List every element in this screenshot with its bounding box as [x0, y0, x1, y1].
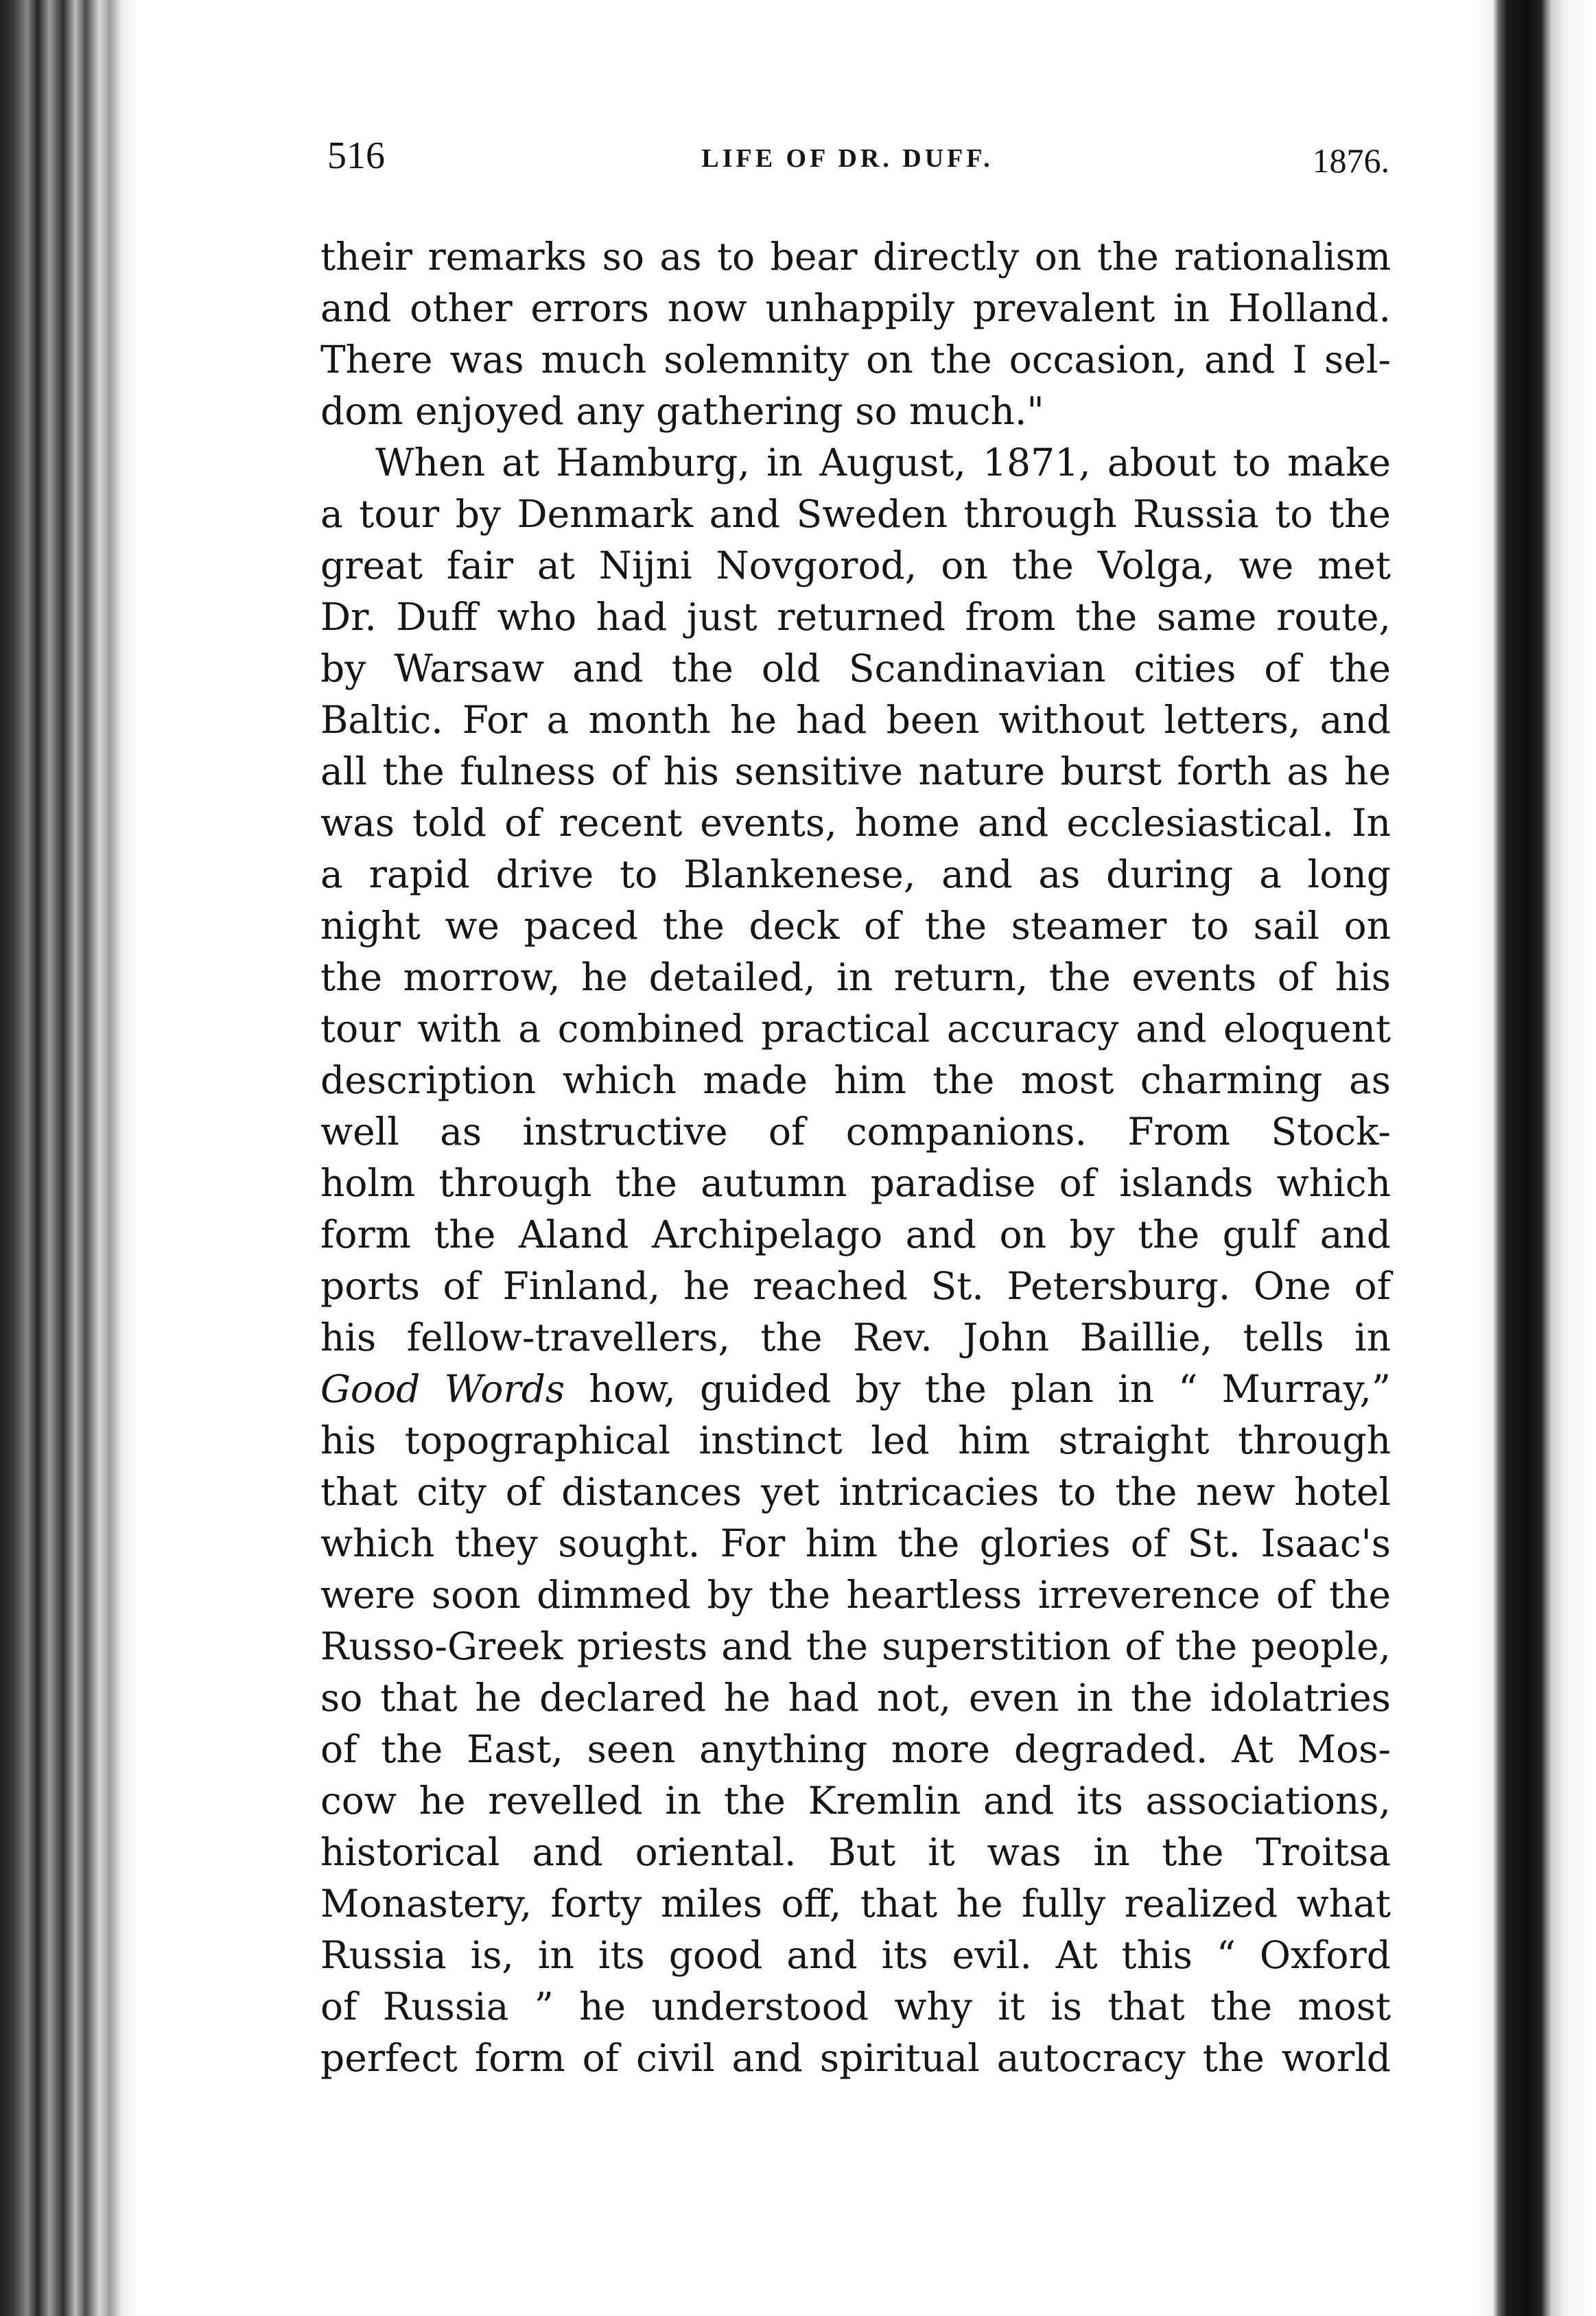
text-line: cow he revelled in the Kremlin and its associations, [320, 1779, 1391, 1823]
text-line: There was much solemnity on the occasion, and I sel- [320, 338, 1391, 382]
text-segment: how, guided by the plan in “ Murray,” [565, 1367, 1391, 1411]
text-line: of the East, seen anything more degraded. At Mos- [320, 1727, 1391, 1771]
text-line: dom enjoyed any gathering so much." [320, 389, 1044, 433]
text-line: Baltic. For a month he had been without letters, and [320, 698, 1391, 742]
book-title: LIFE OF DR. DUFF. [701, 144, 994, 173]
text-line: holm through the autumn paradise of islands which [320, 1161, 1391, 1205]
text-line: of Russia ” he understood why it is that the most [320, 1985, 1391, 2028]
text-line: tour with a combined practical accuracy and eloquent [320, 1007, 1391, 1051]
text-line: a tour by Denmark and Sweden through Russia to the [320, 492, 1391, 536]
text-line: Dr. Duff who had just returned from the same route, [320, 595, 1391, 639]
text-line: which they sought. For him the glories of St. Isaac's [320, 1521, 1391, 1565]
text-line: well as instructive of companions. From Stock- [320, 1110, 1391, 1154]
text-line: by Warsaw and the old Scandinavian cities of the [320, 646, 1391, 690]
text-line-with-italic [320, 1364, 1391, 1415]
text-line: so that he declared he had not, even in the idolatries [320, 1676, 1391, 1720]
text-line: the morrow, he detailed, in return, the events of his [320, 955, 1391, 999]
text-line: that city of distances yet intricacies to the new hotel [320, 1470, 1391, 1514]
text-line: description which made him the most charming as [320, 1058, 1391, 1102]
text-line: night we paced the deck of the steamer to sail on [320, 904, 1391, 948]
page-number: 516 [327, 134, 385, 177]
text-line: Monastery, forty miles off, that he fully realized what [320, 1882, 1391, 1926]
text-line: Russia is, in its good and its evil. At this “ Oxford [320, 1933, 1391, 1977]
text-line: historical and oriental. But it was in the Troitsa [320, 1830, 1391, 1874]
text-line: perfect form of civil and spiritual autocracy the world [320, 2036, 1391, 2080]
text-line: his fellow-travellers, the Rev. John Baillie, tells in [320, 1315, 1391, 1359]
left-page-edge [0, 0, 137, 2316]
paragraph-2 [320, 437, 1391, 2084]
year-label: 1876. [1312, 141, 1389, 180]
italic-title: Good Words [320, 1367, 565, 1411]
right-page-edge [1479, 0, 1596, 2316]
text-line: Russo-Greek priests and the superstition of the people, [320, 1624, 1391, 1668]
text-line: were soon dimmed by the heartless irreverence of the [320, 1573, 1391, 1617]
text-line: form the Aland Archipelago and on by the gulf and [320, 1213, 1391, 1256]
text-line: his topographical instinct led him straight through [320, 1418, 1391, 1462]
text-line: When at Hamburg, in August, 1871, about to make [375, 441, 1391, 484]
paragraph-1 [320, 231, 1391, 437]
running-head [312, 134, 1389, 189]
text-line: their remarks so as to bear directly on the rationalism [320, 235, 1391, 279]
text-line: ports of Finland, he reached St. Petersburg. One of [320, 1264, 1391, 1308]
text-line: was told of recent events, home and ecclesiastical. In [320, 801, 1391, 845]
book-page [312, 134, 1391, 2080]
text-line: and other errors now unhappily prevalent in Holland. [320, 286, 1391, 330]
text-line: great fair at Nijni Novgorod, on the Volga, we met [320, 543, 1391, 587]
text-line: all the fulness of his sensitive nature burst forth as he [320, 749, 1391, 793]
body-text [320, 231, 1391, 2084]
text-line: a rapid drive to Blankenese, and as during a long [320, 852, 1391, 896]
